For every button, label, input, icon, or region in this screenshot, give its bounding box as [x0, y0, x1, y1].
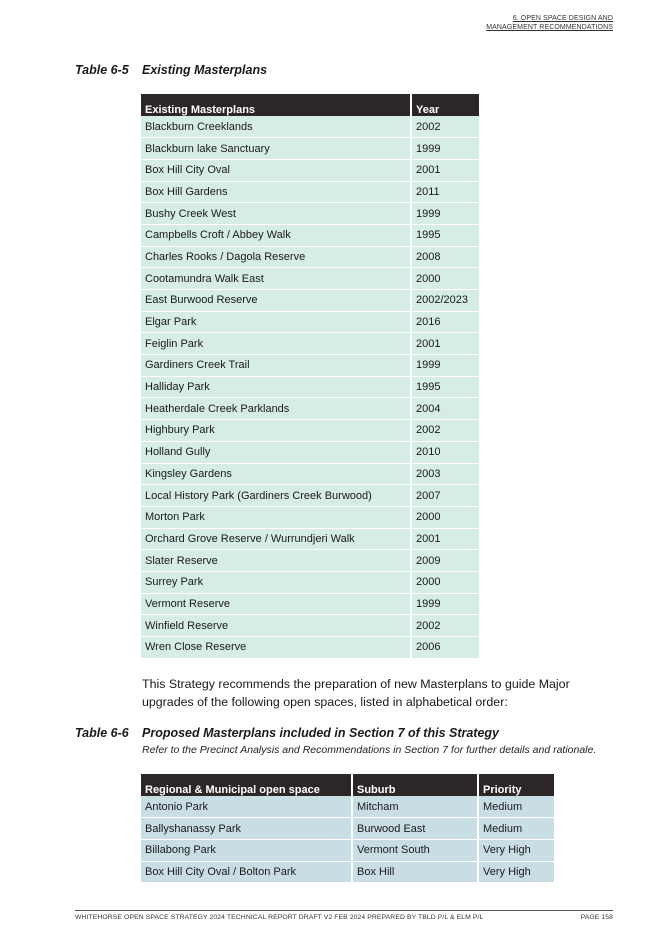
- footer-divider: [75, 910, 613, 911]
- table-cell: Charles Rooks / Dagola Reserve: [141, 246, 411, 268]
- existing-masterplans-table: [141, 94, 479, 659]
- column-header: Existing Masterplans: [141, 94, 411, 116]
- table-cell: 2004: [411, 398, 479, 420]
- table-cell: 2011: [411, 181, 479, 203]
- table-row: [141, 463, 479, 485]
- table-cell: Billabong Park: [141, 839, 352, 861]
- table-header-row: [141, 774, 554, 796]
- table-cell: Holland Gully: [141, 441, 411, 463]
- table-cell: 2000: [411, 506, 479, 528]
- table-cell: Vermont South: [352, 839, 478, 861]
- header-line-2: MANAGEMENT RECOMMENDATIONS: [486, 23, 613, 31]
- column-header: Regional & Municipal open space: [141, 774, 352, 796]
- table-cell: 2008: [411, 246, 479, 268]
- table-row: [141, 420, 479, 442]
- table-row: [141, 138, 479, 160]
- table-cell: Blackburn lake Sanctuary: [141, 138, 411, 160]
- table-cell: Bushy Creek West: [141, 203, 411, 225]
- table-cell: 2002/2023: [411, 290, 479, 312]
- table-cell: Box Hill Gardens: [141, 181, 411, 203]
- table-row: [141, 268, 479, 290]
- table-cell: Very High: [478, 839, 554, 861]
- table-cell: Morton Park: [141, 506, 411, 528]
- table-cell: 2007: [411, 485, 479, 507]
- column-header: Priority: [478, 774, 554, 796]
- table-cell: Blackburn Creeklands: [141, 116, 411, 138]
- table-row: [141, 311, 479, 333]
- table-cell: 2010: [411, 441, 479, 463]
- table-cell: 2000: [411, 268, 479, 290]
- table-row: [141, 550, 479, 572]
- table-cell: Slater Reserve: [141, 550, 411, 572]
- table-row: [141, 116, 479, 138]
- table-cell: 2002: [411, 420, 479, 442]
- table-cell: Campbells Croft / Abbey Walk: [141, 224, 411, 246]
- table-row: [141, 615, 479, 637]
- table-cell: Ballyshanassy Park: [141, 818, 352, 840]
- table-cell: 1995: [411, 224, 479, 246]
- table-cell: Elgar Park: [141, 311, 411, 333]
- table-header-row: [141, 94, 479, 116]
- table-cell: 2001: [411, 159, 479, 181]
- table-cell: 1999: [411, 203, 479, 225]
- table-row: [141, 355, 479, 377]
- table-6-6-number: Table 6-6: [75, 726, 129, 740]
- table-row: [141, 839, 554, 861]
- page-number: PAGE 158: [580, 914, 613, 921]
- proposed-masterplans-table: [141, 774, 554, 883]
- table-row: [141, 485, 479, 507]
- table-row: [141, 796, 554, 818]
- table-cell: Box Hill City Oval / Bolton Park: [141, 861, 352, 883]
- table-6-5-caption: [75, 63, 267, 77]
- table-cell: Medium: [478, 818, 554, 840]
- table-row: [141, 506, 479, 528]
- table-6-5-title: Existing Masterplans: [142, 63, 268, 77]
- column-header: Year: [411, 94, 479, 116]
- table-row: [141, 290, 479, 312]
- table-cell: Very High: [478, 861, 554, 883]
- table-cell: Vermont Reserve: [141, 593, 411, 615]
- table-6-6-title: Proposed Masterplans included in Section 7 of this Strategy: [142, 726, 500, 740]
- table-cell: 1999: [411, 138, 479, 160]
- table-row: [141, 203, 479, 225]
- table-cell: 1999: [411, 593, 479, 615]
- table-row: [141, 376, 479, 398]
- table-cell: Halliday Park: [141, 376, 411, 398]
- table-cell: Winfield Reserve: [141, 615, 411, 637]
- table-cell: Box Hill City Oval: [141, 159, 411, 181]
- table-row: [141, 571, 479, 593]
- header-line-1: 6. OPEN SPACE DESIGN AND: [512, 15, 613, 22]
- table-row: [141, 441, 479, 463]
- table-cell: 2002: [411, 615, 479, 637]
- table-cell: Wren Close Reserve: [141, 637, 411, 659]
- table-cell: Surrey Park: [141, 571, 411, 593]
- table-row: [141, 333, 479, 355]
- table-6-5-number: Table 6-5: [75, 63, 129, 77]
- table-row: [141, 224, 479, 246]
- table-row: [141, 593, 479, 615]
- table-cell: 2003: [411, 463, 479, 485]
- column-header: Suburb: [352, 774, 478, 796]
- table-cell: 1995: [411, 376, 479, 398]
- table-cell: 2001: [411, 528, 479, 550]
- table-cell: East Burwood Reserve: [141, 290, 411, 312]
- table-cell: Orchard Grove Reserve / Wurrundjeri Walk: [141, 528, 411, 550]
- table-cell: Local History Park (Gardiners Creek Burwood): [141, 485, 411, 507]
- table-cell: Heatherdale Creek Parklands: [141, 398, 411, 420]
- table-cell: Medium: [478, 796, 554, 818]
- table-row: [141, 528, 479, 550]
- table-6-6-caption: [75, 726, 499, 740]
- running-header: [486, 15, 613, 32]
- page-footer: [75, 914, 613, 921]
- table-row: [141, 181, 479, 203]
- table-row: [141, 861, 554, 883]
- table-cell: Burwood East: [352, 818, 478, 840]
- table-cell: Gardiners Creek Trail: [141, 355, 411, 377]
- table-row: [141, 818, 554, 840]
- table-cell: 2016: [411, 311, 479, 333]
- table-6-6-subtitle: Refer to the Precinct Analysis and Recommendations in Section 7 for further details and rationale.: [142, 744, 597, 756]
- table-cell: 2006: [411, 637, 479, 659]
- recommendation-paragraph: This Strategy recommends the preparation of new Masterplans to guide Major upgrades of the following open spaces, listed in alphabetical order:: [142, 677, 570, 709]
- table-cell: Feiglin Park: [141, 333, 411, 355]
- table-row: [141, 159, 479, 181]
- table-cell: Box Hill: [352, 861, 478, 883]
- table-cell: Highbury Park: [141, 420, 411, 442]
- table-row: [141, 637, 479, 659]
- table-cell: Mitcham: [352, 796, 478, 818]
- table-cell: 1999: [411, 355, 479, 377]
- table-cell: Antonio Park: [141, 796, 352, 818]
- table-cell: 2001: [411, 333, 479, 355]
- table-cell: 2002: [411, 116, 479, 138]
- table-row: [141, 246, 479, 268]
- table-cell: 2009: [411, 550, 479, 572]
- table-row: [141, 398, 479, 420]
- table-cell: Kingsley Gardens: [141, 463, 411, 485]
- table-cell: Cootamundra Walk East: [141, 268, 411, 290]
- table-cell: 2000: [411, 571, 479, 593]
- footer-text: WHITEHORSE OPEN SPACE STRATEGY 2024 TECHNICAL REPORT DRAFT V2 FEB 2024 PREPARED BY TBLD P/L & ELM P/L: [75, 914, 484, 921]
